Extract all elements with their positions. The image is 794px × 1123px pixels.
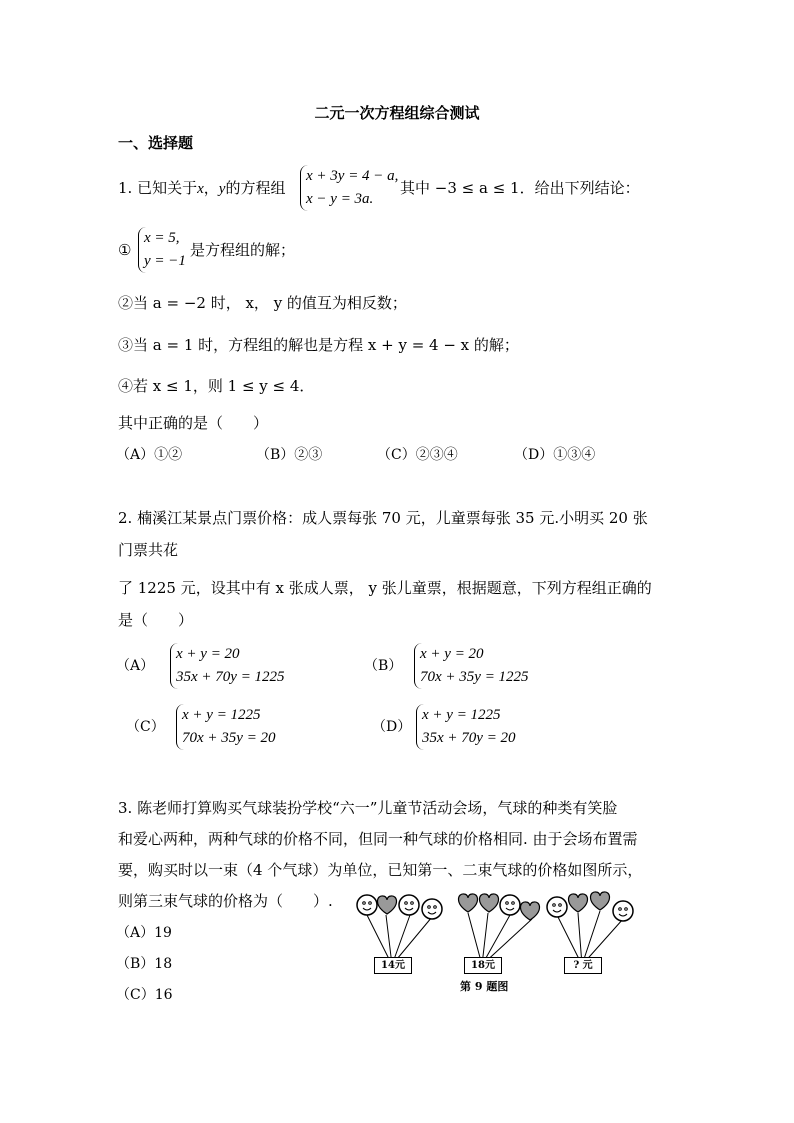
bunch-1	[357, 895, 442, 965]
balloon-figure	[350, 885, 650, 995]
q3-line-4: 则第三束气球的价格为（ ）.	[118, 892, 333, 910]
q2-option-b-label[interactable]: （B）	[364, 658, 403, 674]
q3-line-3: 要，购买时以一束（4 个气球）为单位，已知第一、二束气球的价格如图所示，	[118, 861, 643, 879]
q2-option-d-label[interactable]: （D）	[372, 719, 412, 735]
section-heading: 一、选择题	[118, 134, 194, 152]
q3-option-a[interactable]: （A）19	[116, 925, 172, 941]
q1-option-c[interactable]: （C）②③④	[377, 447, 458, 463]
q1-stem	[118, 178, 285, 199]
q3-line-2: 和爱心两种，两种气球的价格不同，但同一种气球的价格相同. 由于会场布置需	[118, 830, 638, 848]
equation: x = 5,	[144, 230, 180, 246]
q2-line-2: 门票共花	[118, 541, 179, 559]
price-tag-2: 18元	[464, 957, 502, 974]
comma: ，	[203, 179, 219, 197]
q2-option-d-system[interactable]	[416, 704, 516, 750]
q1-equation-system	[300, 165, 398, 211]
bunch-3	[547, 892, 633, 965]
q3-option-b[interactable]: （B）18	[116, 956, 173, 972]
statement-4: ④若 x ≤ 1，则 1 ≤ y ≤ 4．	[118, 377, 315, 395]
q1-option-b[interactable]: （B）②③	[256, 447, 323, 463]
q2-line-4: 是（ ）	[118, 611, 194, 629]
page-title: 二元一次方程组综合测试	[314, 104, 480, 122]
equation: x + y = 20	[176, 646, 240, 662]
equation: x + y = 20	[420, 646, 484, 662]
statement-3: ③当 a = 1 时，方程组的解也是方程 x + y = 4 − x 的解；	[118, 336, 519, 354]
statement-1-system	[138, 227, 186, 273]
q2-line-3: 了 1225 元，设其中有 x 张成人票， y 张儿童票，根据题意，下列方程组正确的	[118, 579, 652, 597]
equation: 35x + 70y = 1225	[176, 669, 285, 685]
figure-caption: 第 9 题图	[460, 980, 509, 993]
statement-1-text: 是方程组的解；	[190, 241, 296, 259]
q2-line-1: 2. 楠溪江某景点门票价格：成人票每张 70 元，儿童票每张 35 元.小明买 20 张	[118, 509, 648, 527]
equation: 70x + 35y = 1225	[420, 669, 529, 685]
price-tag-1: 14元	[374, 957, 412, 974]
bunch-2	[459, 894, 540, 965]
q1-option-d[interactable]: （D）①③④	[514, 447, 596, 463]
equation: x + y = 1225	[182, 707, 261, 723]
q1-condition: 其中 −3 ≤ a ≤ 1．给出下列结论：	[400, 179, 640, 197]
statement-1-mark: ①	[118, 241, 132, 259]
q1-option-a[interactable]: （A）①②	[116, 447, 183, 463]
q2-option-c-system[interactable]	[176, 704, 276, 750]
statement-2: ②当 a = −2 时， x， y 的值互为相反数；	[118, 294, 407, 312]
equation: 35x + 70y = 20	[422, 730, 516, 746]
equation: 70x + 35y = 20	[182, 730, 276, 746]
q2-option-a-label[interactable]: （A）	[116, 658, 155, 674]
q3-option-c[interactable]: （C）16	[116, 987, 173, 1003]
q3-line-1: 3. 陈老师打算购买气球装扮学校“六一”儿童节活动会场，气球的种类有笑脸	[118, 799, 618, 817]
var-x: x	[197, 181, 204, 197]
equation: y = −1	[144, 253, 186, 269]
equation: x + y = 1225	[422, 707, 501, 723]
q1-prompt: 其中正确的是（ ）	[118, 414, 269, 432]
q2-option-c-label[interactable]: （C）	[126, 719, 165, 735]
equation: x − y = 3a.	[306, 191, 374, 207]
var-y: y	[218, 181, 226, 197]
q2-option-a-system[interactable]	[170, 643, 285, 689]
equation: x + 3y = 4 − a,	[306, 168, 399, 184]
q1-stem-text: 1. 已知关于	[118, 179, 198, 197]
price-tag-3: ? 元	[564, 957, 602, 974]
q2-option-b-system[interactable]	[414, 643, 529, 689]
q1-stem-text: 的方程组	[225, 179, 286, 197]
